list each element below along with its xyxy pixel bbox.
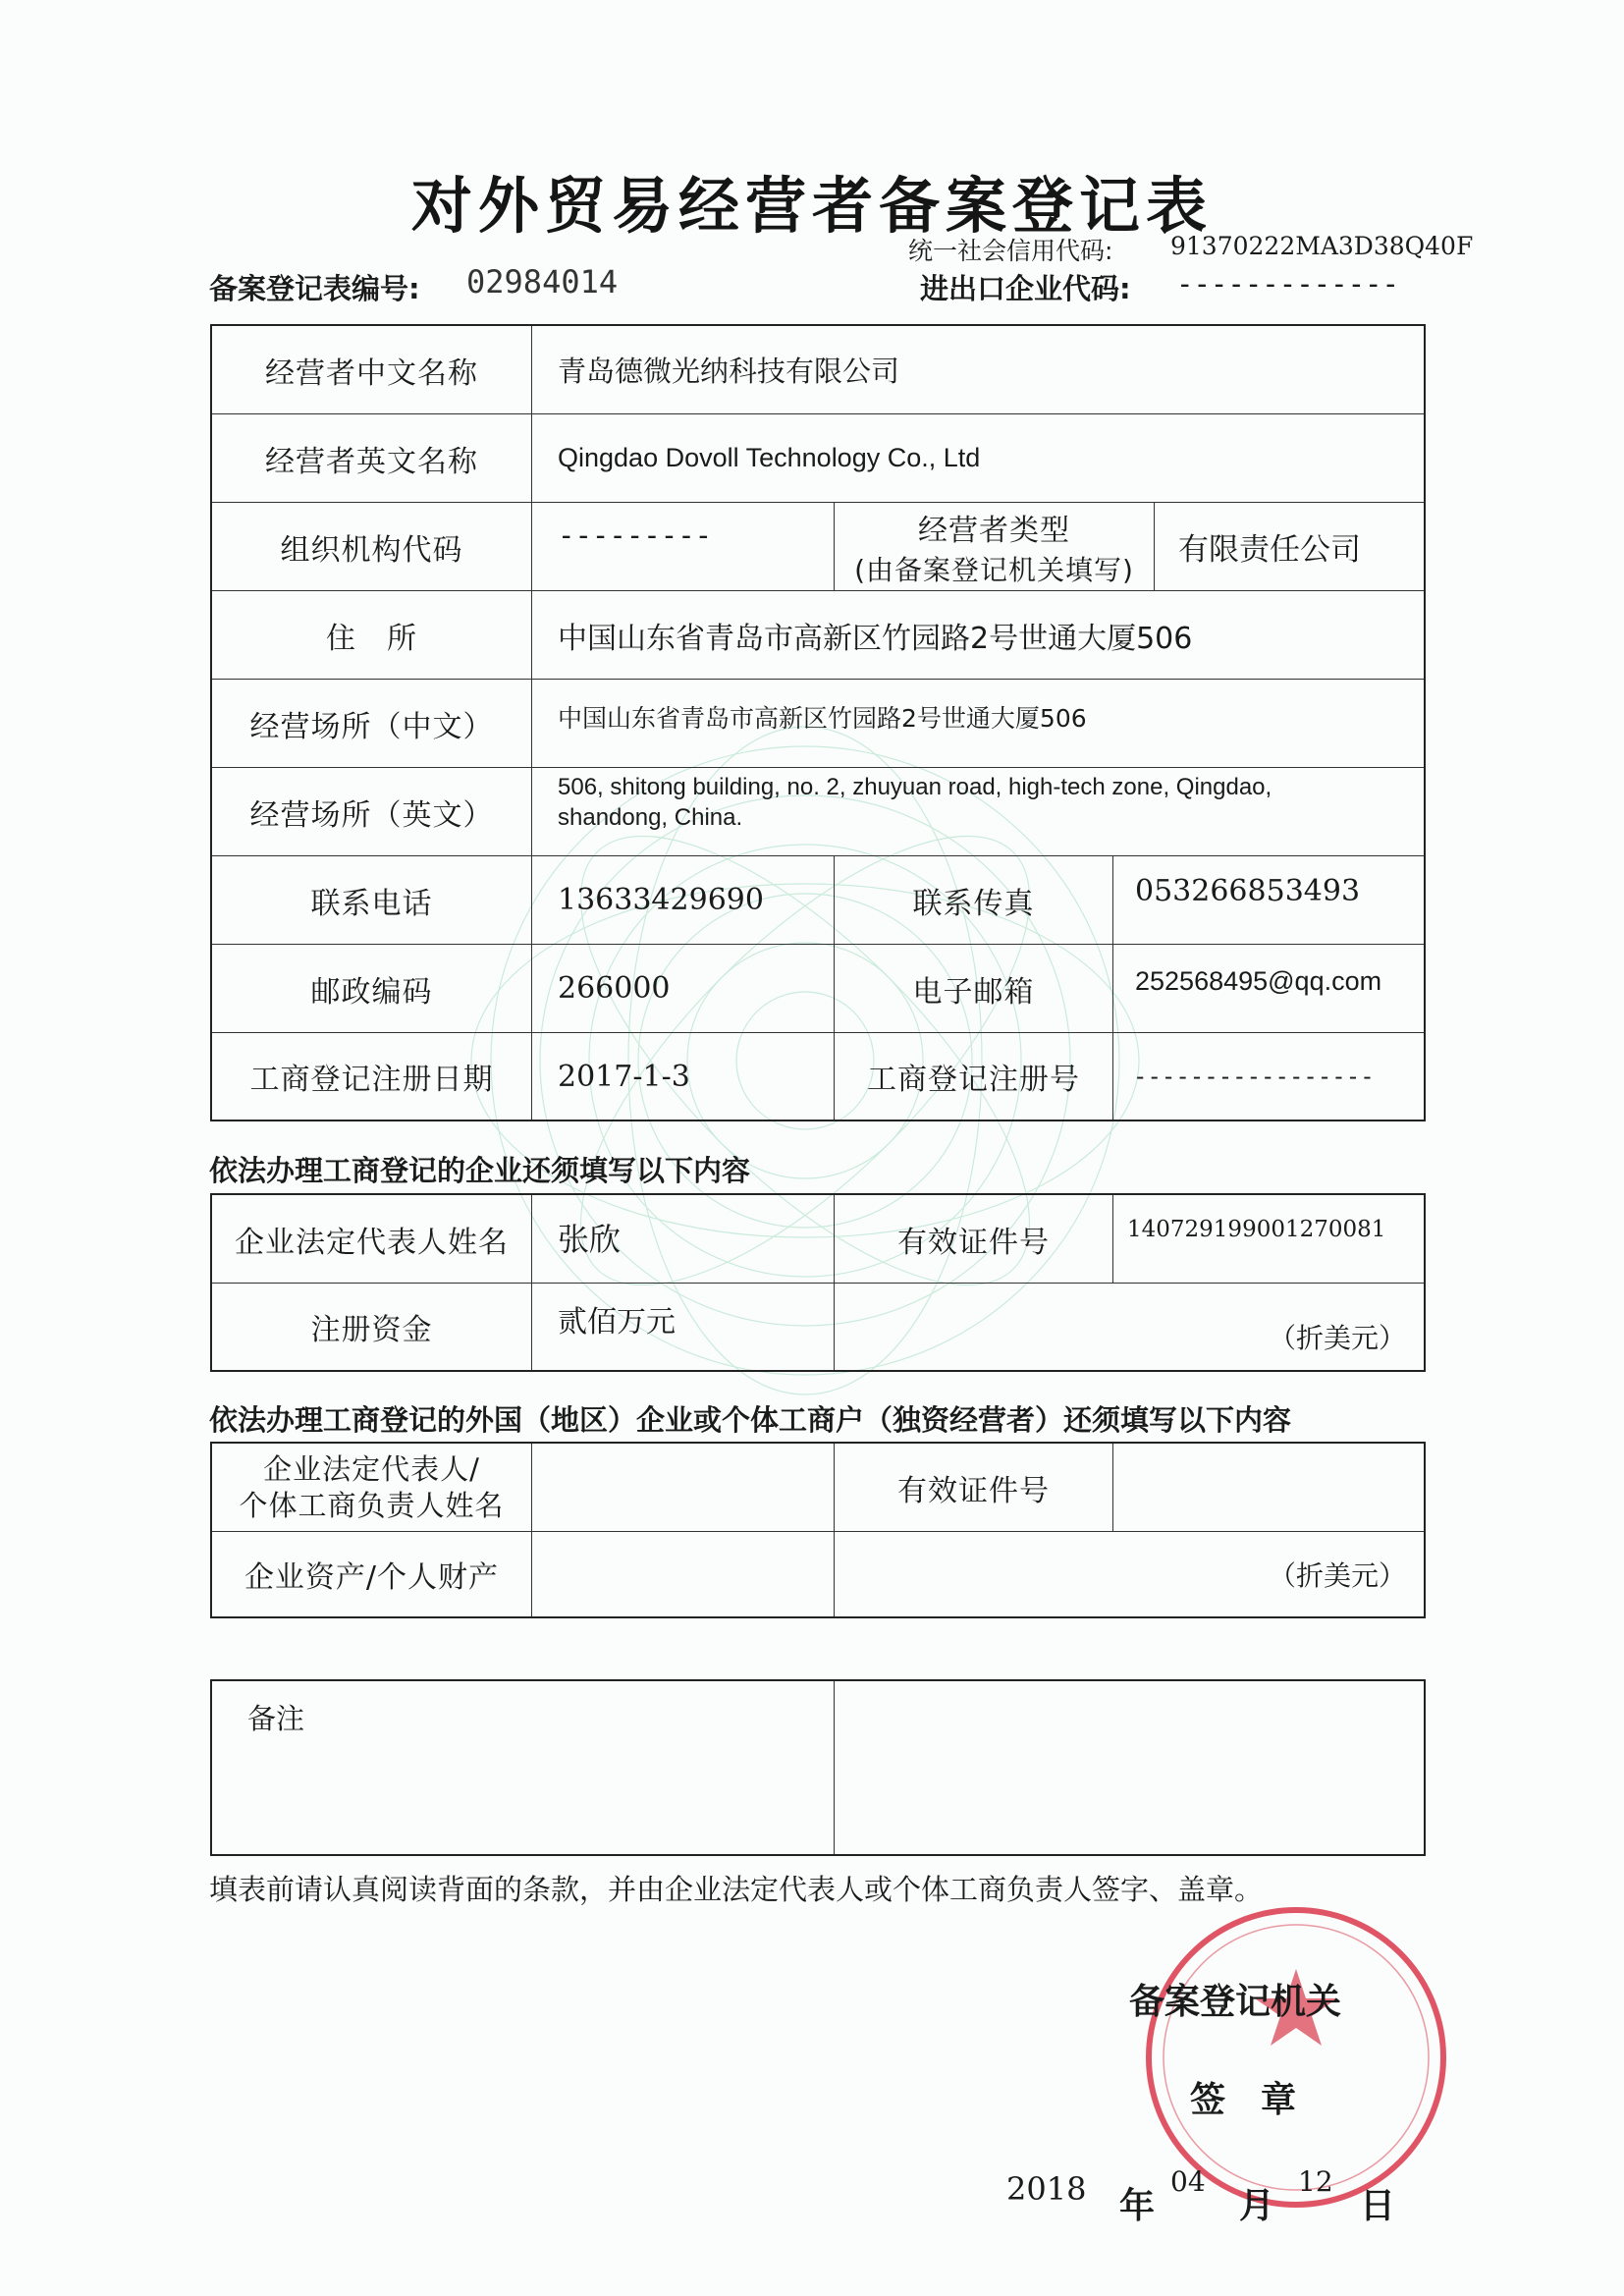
remarks-label: 备注 — [212, 1681, 835, 1854]
value-place-cn: 中国山东省青岛市高新区竹园路2号世通大厦506 — [532, 680, 1424, 768]
value-name-cn: 青岛德微光纳科技有限公司 — [532, 326, 1424, 414]
value-operator-type: 有限责任公司 — [1155, 503, 1424, 591]
capital-usd-note: （折美元） — [1268, 1322, 1406, 1354]
label-place-en: 经营场所（英文） — [212, 768, 532, 856]
value-email: 252568495@qq.com — [1113, 945, 1424, 1033]
value-foreign-rep — [532, 1444, 835, 1532]
label-address: 住 所 — [212, 591, 532, 680]
operator-type-label-line1: 经营者类型 — [918, 513, 1070, 548]
section2-table — [210, 1193, 1426, 1372]
label-foreign-rep — [212, 1444, 532, 1532]
label-id-no: 有效证件号 — [835, 1195, 1113, 1284]
form-no-label: 备案登记表编号: — [209, 272, 420, 305]
assets-usd-note: （折美元） — [1268, 1559, 1406, 1592]
section3-table — [210, 1442, 1426, 1618]
value-postal: 266000 — [532, 945, 835, 1033]
footer-note: 填表前请认真阅读背面的条款，并由企业法定代表人或个体工商负责人签字、盖章。 — [209, 1873, 1264, 1906]
year-unit: 年 — [1119, 2186, 1156, 2226]
label-legal-rep: 企业法定代表人姓名 — [212, 1195, 532, 1284]
remarks-table — [210, 1679, 1426, 1856]
foreign-rep-label-line1: 企业法定代表人/ — [263, 1452, 480, 1487]
label-postal: 邮政编码 — [212, 945, 532, 1033]
label-name-en: 经营者英文名称 — [212, 414, 532, 503]
main-info-table — [210, 324, 1426, 1121]
value-reg-date: 2017-1-3 — [532, 1033, 835, 1120]
label-reg-no: 工商登记注册号 — [835, 1033, 1113, 1120]
value-assets — [532, 1532, 835, 1616]
label-email: 电子邮箱 — [835, 945, 1113, 1033]
value-foreign-id — [1113, 1444, 1424, 1532]
value-capital: 贰佰万元 — [532, 1284, 835, 1370]
foreign-rep-label-line2: 个体工商负责人姓名 — [239, 1488, 505, 1522]
month-unit: 月 — [1239, 2186, 1275, 2226]
label-place-cn: 经营场所（中文） — [212, 680, 532, 768]
label-org-code: 组织机构代码 — [212, 503, 532, 591]
seal-label: 签 章 — [1190, 2080, 1297, 2120]
label-operator-type — [835, 503, 1155, 591]
value-id-no: 140729199001270081 — [1113, 1195, 1424, 1284]
value-address: 中国山东省青岛市高新区竹园路2号世通大厦506 — [532, 591, 1424, 680]
value-reg-no: ----------------- — [1133, 1063, 1375, 1090]
date-day: 12 — [1298, 2165, 1333, 2198]
credit-code-value: 91370222MA3D38Q40F — [1170, 232, 1474, 260]
place-en-line2: shandong, China. — [558, 804, 743, 832]
value-legal-rep: 张欣 — [532, 1195, 835, 1284]
document-title: 对外贸易经营者备案登记表 — [410, 170, 1213, 242]
label-fax: 联系传真 — [835, 856, 1113, 945]
ie-code-value: ------------- — [1176, 267, 1399, 301]
day-unit: 日 — [1360, 2186, 1396, 2226]
remarks-value — [835, 1681, 1424, 1854]
authority-label: 备案登记机关 — [1129, 1982, 1342, 2022]
label-assets: 企业资产/个人财产 — [212, 1532, 532, 1616]
label-phone: 联系电话 — [212, 856, 532, 945]
label-reg-date: 工商登记注册日期 — [212, 1033, 532, 1120]
section3-heading: 依法办理工商登记的外国（地区）企业或个体工商户（独资经营者）还须填写以下内容 — [209, 1403, 1292, 1437]
place-en-line1: 506, shitong building, no. 2, zhuyuan road, high-tech zone, Qingdao, — [558, 774, 1272, 800]
label-foreign-id: 有效证件号 — [835, 1444, 1113, 1532]
ie-code-label: 进出口企业代码: — [920, 272, 1131, 305]
section2-heading: 依法办理工商登记的企业还须填写以下内容 — [209, 1154, 751, 1187]
date-month: 04 — [1170, 2165, 1206, 2198]
credit-code-label: 统一社会信用代码: — [908, 237, 1113, 265]
value-org-code: --------- — [532, 503, 835, 591]
label-name-cn: 经营者中文名称 — [212, 326, 532, 414]
date-year: 2018 — [1006, 2170, 1087, 2208]
value-place-en — [532, 768, 1424, 856]
value-fax: 053266853493 — [1113, 856, 1424, 945]
operator-type-label-line2: (由备案登记机关填写) — [854, 553, 1134, 586]
form-no-value: 02984014 — [466, 263, 619, 301]
label-capital: 注册资金 — [212, 1284, 532, 1370]
value-phone: 13633429690 — [532, 856, 835, 945]
value-name-en: Qingdao Dovoll Technology Co., Ltd — [532, 414, 1424, 503]
